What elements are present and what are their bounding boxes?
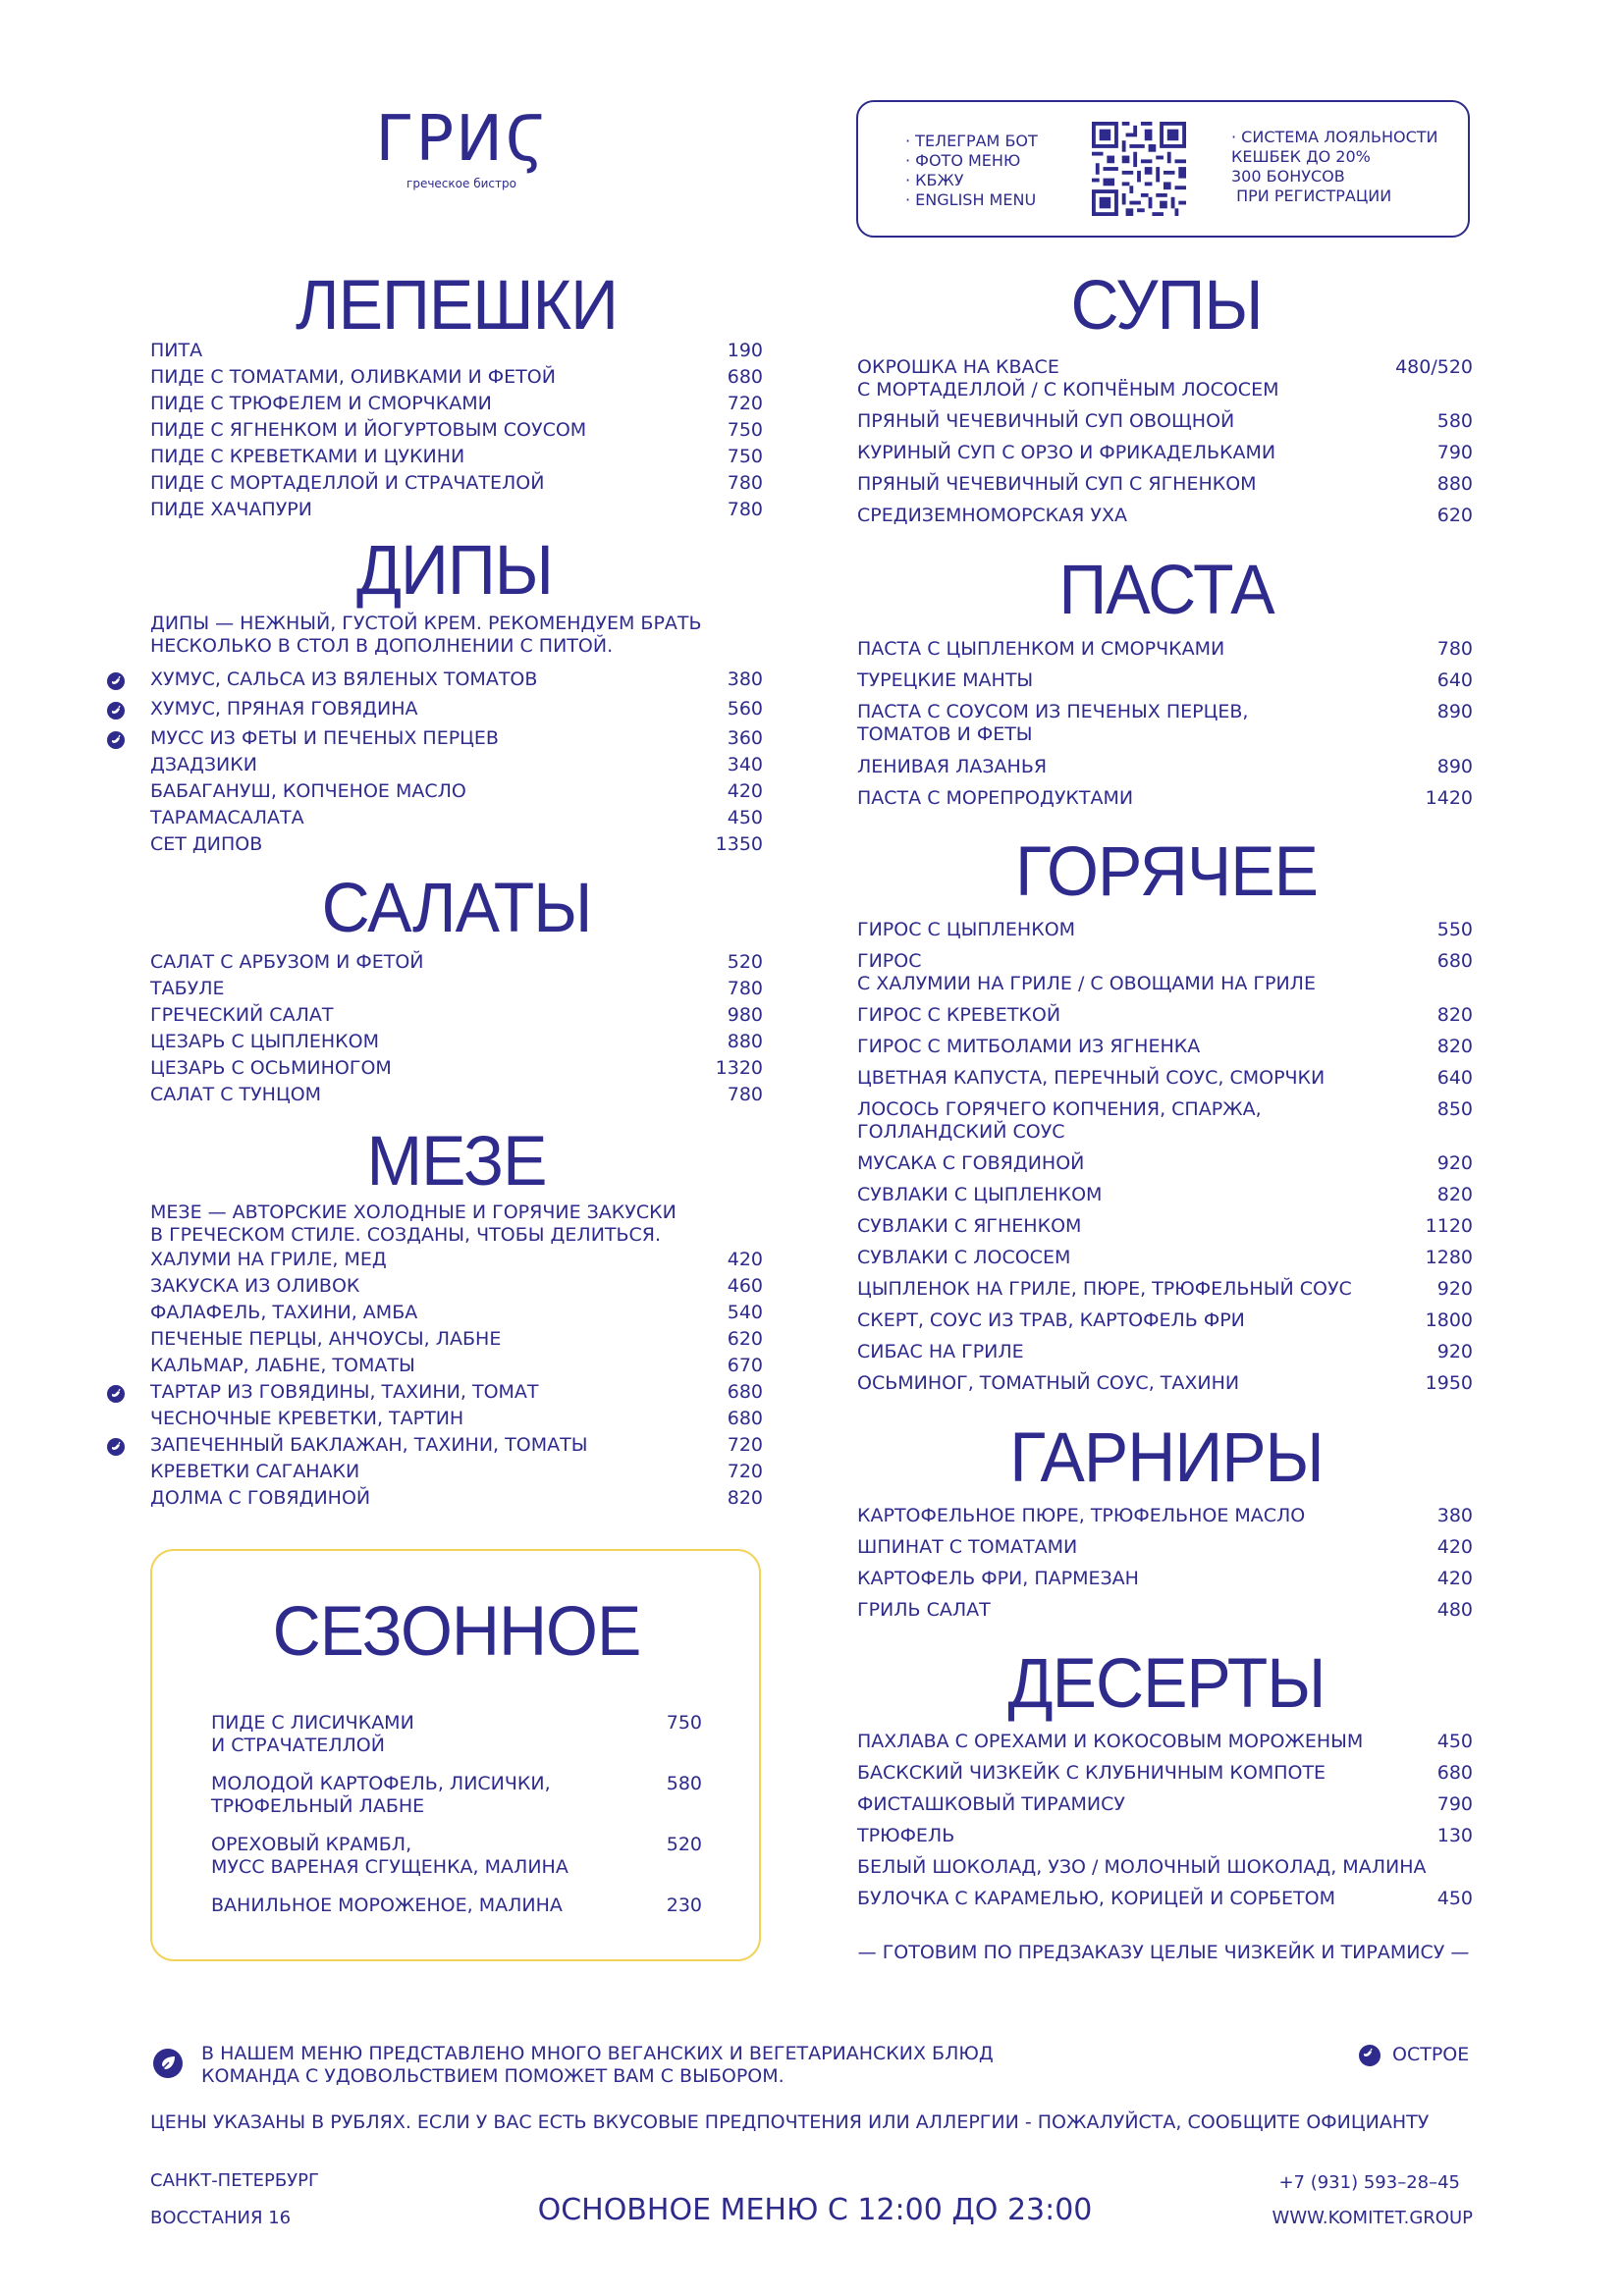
menu-item-price: 890: [1436, 701, 1473, 722]
spicy-icon: [107, 731, 125, 749]
menu-item-name: ПРЯНЫЙ ЧЕЧЕВИЧНЫЙ СУП С ЯГНЕНКОМ: [857, 473, 1257, 495]
menu-item-price: 480/520: [1395, 356, 1473, 378]
menu-item-name: ПИДЕ С ТОМАТАМИ, ОЛИВКАМИ И ФЕТОЙ: [150, 366, 556, 388]
menu-item-price: 820: [1436, 1184, 1473, 1205]
menu-item-price: 640: [1436, 1067, 1473, 1089]
menu-item-price: 750: [727, 446, 763, 467]
menu-item: [150, 807, 763, 830]
menu-item: [857, 1004, 1473, 1028]
menu-item: [857, 1215, 1473, 1239]
menu-item-price: 720: [727, 1461, 763, 1482]
section-title: СЕЗОННОЕ: [272, 1592, 641, 1671]
menu-item-price: 420: [727, 780, 763, 802]
menu-item: [150, 1004, 763, 1028]
menu-item: [857, 787, 1473, 811]
menu-item-name: СУВЛАКИ С ЛОСОСЕМ: [857, 1247, 1071, 1268]
menu-item: [150, 1275, 763, 1299]
feature-item: · ENGLISH MENU: [905, 190, 1037, 209]
spicy-icon: [107, 672, 125, 690]
section-title: САЛАТЫ: [321, 869, 592, 947]
menu-item-name: ГИРОС С ХАЛУМИИ НА ГРИЛЕ / С ОВОЩАМИ НА ГРИЛЕ: [857, 950, 1316, 994]
menu-item-price: 780: [727, 1084, 763, 1105]
menu-item: [150, 1381, 763, 1405]
menu-item-name: ЦЕЗАРЬ С ЦЫПЛЕНКОМ: [150, 1031, 379, 1052]
menu-item: [857, 669, 1473, 693]
menu-item-name: СУВЛАКИ С ЯГНЕНКОМ: [857, 1215, 1082, 1237]
menu-item-price: 230: [666, 1895, 702, 1916]
menu-item-price: 1350: [715, 833, 763, 855]
logo-subtitle: греческое бистро: [406, 177, 516, 190]
spicy-legend-label: ОСТРОЕ: [1392, 2044, 1470, 2065]
menu-item-name: КАРТОФЕЛЬ ФРИ, ПАРМЕЗАН: [857, 1568, 1139, 1589]
menu-item: [857, 1505, 1473, 1528]
menu-item: [150, 1057, 763, 1081]
menu-item: [857, 1372, 1473, 1396]
menu-item-name: ПАСТА С МОРЕПРОДУКТАМИ: [857, 787, 1134, 809]
logo-word: ГРИϚ: [375, 103, 548, 176]
menu-item-name: ЗАПЕЧЕННЫЙ БАКЛАЖАН, ТАХИНИ, ТОМАТЫ: [150, 1434, 588, 1456]
menu-item-name: КУРИНЫЙ СУП С ОРЗО И ФРИКАДЕЛЬКАМИ: [857, 442, 1276, 463]
preorder-note: — ГОТОВИМ ПО ПРЕДЗАКАЗУ ЦЕЛЫЕ ЧИЗКЕЙК И ТИРАМИСУ —: [857, 1942, 1470, 1963]
menu-item-name: КРЕВЕТКИ САГАНАКИ: [150, 1461, 360, 1482]
menu-item-price: 780: [727, 472, 763, 494]
menu-item-name: ПИТА: [150, 340, 203, 361]
menu-item: [150, 419, 763, 443]
section-title: ДЕСЕРТЫ: [1007, 1644, 1326, 1723]
menu-item: [857, 1309, 1473, 1333]
menu-item: [857, 1825, 1473, 1848]
menu-item-price: 670: [727, 1355, 763, 1376]
menu-item-name: ЦЫПЛЕНОК НА ГРИЛЕ, ПЮРЕ, ТРЮФЕЛЬНЫЙ СОУС: [857, 1278, 1352, 1300]
menu-item-price: 1280: [1425, 1247, 1473, 1268]
menu-item-name: ТУРЕЦКИЕ МАНТЫ: [857, 669, 1034, 691]
menu-item: [857, 1098, 1473, 1143]
menu-item: [857, 950, 1473, 994]
menu-item-name: ФИСТАШКОВЫЙ ТИРАМИСУ: [857, 1793, 1125, 1815]
menu-item: [150, 727, 763, 751]
menu-item-price: 620: [727, 1328, 763, 1350]
menu-item-price: 560: [727, 698, 763, 720]
spicy-icon: [107, 1385, 125, 1403]
menu-item-price: 680: [1436, 1762, 1473, 1784]
menu-item: [857, 701, 1473, 745]
menu-item-name: ПЕЧЕНЫЕ ПЕРЦЫ, АНЧОУСЫ, ЛАБНЕ: [150, 1328, 502, 1350]
menu-item-name: ХАЛУМИ НА ГРИЛЕ, МЕД: [150, 1249, 387, 1270]
menu-item-price: 520: [666, 1834, 702, 1855]
menu-item-price: 190: [727, 340, 763, 361]
menu-item: [857, 410, 1473, 434]
section-title: ДИПЫ: [356, 531, 553, 610]
menu-item: [857, 1599, 1473, 1623]
menu-item-price: 130: [1436, 1825, 1473, 1846]
menu-item-name: КАРТОФЕЛЬНОЕ ПЮРЕ, ТРЮФЕЛЬНОЕ МАСЛО: [857, 1505, 1306, 1526]
menu-item-name: ГРИЛЬ САЛАТ: [857, 1599, 991, 1621]
menu-item: [150, 668, 763, 692]
menu-item-name: ПАСТА С СОУСОМ ИЗ ПЕЧЕНЫХ ПЕРЦЕВ, ТОМАТОВ И ФЕТЫ: [857, 701, 1249, 745]
menu-item-price: 640: [1436, 669, 1473, 691]
menu-item-price: 780: [1436, 638, 1473, 660]
menu-item-name: ЛОСОСЬ ГОРЯЧЕГО КОПЧЕНИЯ, СПАРЖА, ГОЛЛАНДСКИЙ СОУС: [857, 1098, 1262, 1143]
address: ВОССТАНИЯ 16: [150, 2208, 292, 2228]
menu-item-name: СИБАС НА ГРИЛЕ: [857, 1341, 1024, 1362]
menu-item-price: 920: [1436, 1152, 1473, 1174]
menu-item-name: ОКРОШКА НА КВАСЕ С МОРТАДЕЛЛОЙ / С КОПЧЁНЫМ ЛОСОСЕМ: [857, 356, 1279, 400]
menu-item: [150, 978, 763, 1001]
menu-item-name: ПАСТА С ЦЫПЛЕНКОМ И СМОРЧКАМИ: [857, 638, 1225, 660]
menu-item-name: БУЛОЧКА С КАРАМЕЛЬЮ, КОРИЦЕЙ И СОРБЕТОМ: [857, 1888, 1336, 1909]
opening-hours: ОСНОВНОЕ МЕНЮ С 12:00 ДО 23:00: [537, 2193, 1093, 2227]
menu-item-price: 360: [727, 727, 763, 749]
menu-item-price: 680: [727, 366, 763, 388]
menu-item-name: ЧЕСНОЧНЫЕ КРЕВЕТКИ, ТАРТИН: [150, 1408, 464, 1429]
menu-item-name: МУСАКА С ГОВЯДИНОЙ: [857, 1152, 1085, 1174]
section-title: ПАСТА: [1058, 551, 1274, 629]
menu-item: [150, 1434, 763, 1458]
menu-item-price: 820: [727, 1487, 763, 1509]
feature-item: · ФОТО МЕНЮ: [905, 151, 1021, 170]
spicy-icon: [107, 702, 125, 720]
menu-item: [150, 833, 763, 857]
menu-item: [857, 1856, 1473, 1880]
menu-item-price: 450: [727, 807, 763, 828]
menu-item-name: ФАЛАФЕЛЬ, ТАХИНИ, АМБА: [150, 1302, 418, 1323]
menu-item: [857, 356, 1473, 400]
menu-item: [857, 1731, 1473, 1754]
menu-item-price: 880: [727, 1031, 763, 1052]
menu-item-name: САЛАТ С АРБУЗОМ И ФЕТОЙ: [150, 951, 424, 973]
spicy-legend-icon: [1359, 2045, 1380, 2066]
menu-item-price: 420: [727, 1249, 763, 1270]
menu-item: [857, 473, 1473, 497]
menu-item-name: ТАБУЛЕ: [150, 978, 225, 999]
menu-item-name: ЛЕНИВАЯ ЛАЗАНЬЯ: [857, 756, 1048, 777]
menu-item-name: СРЕДИЗЕМНОМОРСКАЯ УХА: [857, 505, 1127, 526]
loyalty-item: · СИСТЕМА ЛОЯЛЬНОСТИ: [1231, 128, 1438, 146]
menu-item-price: 450: [1436, 1731, 1473, 1752]
menu-item-name: ТАРАМАСАЛАТА: [150, 807, 304, 828]
menu-item: [857, 1184, 1473, 1207]
menu-item-name: БАБАГАНУШ, КОПЧЕНОЕ МАСЛО: [150, 780, 466, 802]
menu-item-name: ШПИНАТ С ТОМАТАМИ: [857, 1536, 1078, 1558]
menu-item-name: ЦЕЗАРЬ С ОСЬМИНОГОМ: [150, 1057, 392, 1079]
menu-item-name: МУСС ИЗ ФЕТЫ И ПЕЧЕНЫХ ПЕРЦЕВ: [150, 727, 499, 749]
menu-item-name: ХУМУС, САЛЬСА ИЗ ВЯЛЕНЫХ ТОМАТОВ: [150, 668, 538, 690]
menu-item-price: 680: [1436, 950, 1473, 972]
menu-item-name: ТРЮФЕЛЬ: [857, 1825, 955, 1846]
menu-item-price: 380: [727, 668, 763, 690]
menu-item: [857, 505, 1473, 528]
menu-item: [857, 1793, 1473, 1817]
menu-item: [857, 1036, 1473, 1059]
menu-item: [857, 919, 1473, 942]
menu-item-name: СЕТ ДИПОВ: [150, 833, 263, 855]
menu-item-name: БЕЛЫЙ ШОКОЛАД, УЗО / МОЛОЧНЫЙ ШОКОЛАД, МАЛИНА: [857, 1856, 1427, 1878]
menu-item-name: ПИДЕ С ТРЮФЕЛЕМ И СМОРЧКАМИ: [150, 393, 492, 414]
menu-item: [857, 1278, 1473, 1302]
menu-item-name: ДОЛМА С ГОВЯДИНОЙ: [150, 1487, 371, 1509]
menu-item: [211, 1834, 702, 1878]
menu-item-name: ПИДЕ С КРЕВЕТКАМИ И ЦУКИНИ: [150, 446, 465, 467]
menu-item-price: 540: [727, 1302, 763, 1323]
menu-item-name: БАСКСКИЙ ЧИЗКЕЙК С КЛУБНИЧНЫМ КОМПОТЕ: [857, 1762, 1326, 1784]
menu-item-price: 620: [1436, 505, 1473, 526]
menu-item-price: 580: [1436, 410, 1473, 432]
website-link[interactable]: WWW.KOMITET.GROUP: [1272, 2208, 1473, 2228]
menu-item-name: ПИДЕ С ЛИСИЧКАМИ И СТРАЧАТЕЛЛОЙ: [211, 1712, 414, 1756]
loyalty-item: 300 БОНУСОВ: [1231, 167, 1345, 186]
menu-item-price: 520: [727, 951, 763, 973]
menu-item-price: 680: [727, 1381, 763, 1403]
feature-item: · КБЖУ: [905, 171, 964, 189]
menu-item: [150, 499, 763, 522]
menu-item: [857, 1152, 1473, 1176]
menu-item: [857, 1762, 1473, 1786]
menu-item-price: 380: [1436, 1505, 1473, 1526]
logo: [363, 103, 560, 190]
loyalty-item: ПРИ РЕГИСТРАЦИИ: [1231, 187, 1392, 205]
menu-item-price: 920: [1436, 1341, 1473, 1362]
menu-item-name: ЗАКУСКА ИЗ ОЛИВОК: [150, 1275, 360, 1297]
spicy-icon: [107, 1438, 125, 1456]
menu-item-price: 1950: [1425, 1372, 1473, 1394]
menu-item-price: 480: [1436, 1599, 1473, 1621]
section-title: СУПЫ: [1070, 266, 1263, 345]
menu-item-price: 1120: [1425, 1215, 1473, 1237]
menu-item-name: ХУМУС, ПРЯНАЯ ГОВЯДИНА: [150, 698, 418, 720]
menu-item-name: СКЕРТ, СОУС ИЗ ТРАВ, КАРТОФЕЛЬ ФРИ: [857, 1309, 1245, 1331]
menu-item-name: ПИДЕ ХАЧАПУРИ: [150, 499, 312, 520]
qr-code-icon[interactable]: [1092, 122, 1186, 216]
menu-item-price: 680: [727, 1408, 763, 1429]
menu-item: [150, 754, 763, 777]
menu-item: [857, 1888, 1473, 1911]
menu-item-price: 340: [727, 754, 763, 775]
menu-item-price: 550: [1436, 919, 1473, 940]
section-note: ДИПЫ — НЕЖНЫЙ, ГУСТОЙ КРЕМ. РЕКОМЕНДУЕМ БРАТЬ НЕСКОЛЬКО В СТОЛ В ДОПОЛНЕНИИ С ПИТОЙ.: [150, 613, 702, 657]
menu-item-price: 780: [727, 499, 763, 520]
menu-item-name: ДЗАДЗИКИ: [150, 754, 257, 775]
menu-item: [150, 1487, 763, 1511]
menu-item: [857, 756, 1473, 779]
menu-item: [150, 1355, 763, 1378]
menu-item-name: САЛАТ С ТУНЦОМ: [150, 1084, 322, 1105]
menu-item-price: 750: [727, 419, 763, 441]
menu-item: [150, 1328, 763, 1352]
menu-item: [211, 1712, 702, 1756]
menu-item-price: 750: [666, 1712, 702, 1734]
features-list: [905, 132, 1038, 210]
menu-item-price: 780: [727, 978, 763, 999]
menu-item-price: 1320: [715, 1057, 763, 1079]
menu-item-price: 460: [727, 1275, 763, 1297]
menu-item-price: 920: [1436, 1278, 1473, 1300]
menu-item-name: ЦВЕТНАЯ КАПУСТА, ПЕРЕЧНЫЙ СОУС, СМОРЧКИ: [857, 1067, 1326, 1089]
menu-item-price: 820: [1436, 1036, 1473, 1057]
menu-item: [150, 951, 763, 975]
menu-item-price: 790: [1436, 442, 1473, 463]
menu-item: [211, 1895, 702, 1918]
menu-item-price: 790: [1436, 1793, 1473, 1815]
feature-item: · ТЕЛЕГРАМ БОТ: [905, 132, 1038, 150]
section-title: ЛЕПЕШКИ: [295, 266, 619, 345]
menu-item-name: ПИДЕ С МОРТАДЕЛЛОЙ И СТРАЧАТЕЛОЙ: [150, 472, 545, 494]
menu-item: [857, 1067, 1473, 1091]
section-note: МЕЗЕ — АВТОРСКИЕ ХОЛОДНЫЕ И ГОРЯЧИЕ ЗАКУСКИ В ГРЕЧЕСКОМ СТИЛЕ. СОЗДАНЫ, ЧТОБЫ ДЕЛИТЬСЯ.: [150, 1201, 677, 1246]
menu-item: [150, 1084, 763, 1107]
menu-item: [857, 442, 1473, 465]
menu-item-name: ТАРТАР ИЗ ГОВЯДИНЫ, ТАХИНИ, ТОМАТ: [150, 1381, 539, 1403]
menu-item-name: МОЛОДОЙ КАРТОФЕЛЬ, ЛИСИЧКИ, ТРЮФЕЛЬНЫЙ ЛАБНЕ: [211, 1773, 551, 1817]
menu-item: [150, 340, 763, 363]
menu-item-name: ПРЯНЫЙ ЧЕЧЕВИЧНЫЙ СУП ОВОЩНОЙ: [857, 410, 1235, 432]
menu-item-name: ГИРОС С КРЕВЕТКОЙ: [857, 1004, 1061, 1026]
menu-item: [150, 780, 763, 804]
info-box: [856, 100, 1470, 238]
section-title: ГОРЯЧЕЕ: [1015, 832, 1318, 911]
menu-item-price: 1420: [1425, 787, 1473, 809]
menu-item: [150, 1461, 763, 1484]
menu-item: [150, 393, 763, 416]
menu-item: [150, 1408, 763, 1431]
vegan-note: В НАШЕМ МЕНЮ ПРЕДСТАВЛЕНО МНОГО ВЕГАНСКИХ И ВЕГЕТАРИАНСКИХ БЛЮД КОМАНДА С УДОВОЛЬСТВИЕМ ПОМОЖЕТ ВАМ С ВЫБОРОМ.: [201, 2043, 994, 2087]
section-title: МЕЗЕ: [366, 1122, 547, 1201]
menu-item-name: ОРЕХОВЫЙ КРАМБЛ, МУСС ВАРЕНАЯ СГУЩЕНКА, МАЛИНА: [211, 1834, 568, 1878]
city: САНКТ-ПЕТЕРБУРГ: [150, 2170, 319, 2191]
loyalty-list: [1231, 128, 1438, 206]
menu-item-name: ГИРОС С МИТБОЛАМИ ИЗ ЯГНЕНКА: [857, 1036, 1201, 1057]
menu-item: [150, 1249, 763, 1272]
menu-item-name: ГИРОС С ЦЫПЛЕНКОМ: [857, 919, 1076, 940]
menu-item-price: 450: [1436, 1888, 1473, 1909]
vegan-leaf-icon: [153, 2049, 183, 2078]
menu-item: [857, 638, 1473, 662]
menu-item: [150, 698, 763, 721]
menu-item: [211, 1773, 702, 1817]
menu-item-price: 420: [1436, 1536, 1473, 1558]
menu-item-name: ВАНИЛЬНОЕ МОРОЖЕНОЕ, МАЛИНА: [211, 1895, 563, 1916]
menu-item-name: СУВЛАКИ С ЦЫПЛЕНКОМ: [857, 1184, 1103, 1205]
menu-item: [857, 1536, 1473, 1560]
menu-item-price: 720: [727, 1434, 763, 1456]
menu-item: [150, 1302, 763, 1325]
menu-item-price: 850: [1436, 1098, 1473, 1120]
menu-item-name: ПИДЕ С ЯГНЕНКОМ И ЙОГУРТОВЫМ СОУСОМ: [150, 419, 587, 441]
menu-item: [150, 472, 763, 496]
menu-item: [857, 1341, 1473, 1364]
menu-item-price: 980: [727, 1004, 763, 1026]
menu-item-price: 580: [666, 1773, 702, 1794]
menu-item: [150, 446, 763, 469]
menu-item: [150, 366, 763, 390]
menu-item: [150, 1031, 763, 1054]
menu-item: [857, 1568, 1473, 1591]
menu-item-name: КАЛЬМАР, ЛАБНЕ, ТОМАТЫ: [150, 1355, 415, 1376]
loyalty-item: КЕШБЕК ДО 20%: [1231, 147, 1371, 166]
section-title: ГАРНИРЫ: [1009, 1418, 1324, 1497]
prices-note: ЦЕНЫ УКАЗАНЫ В РУБЛЯХ. ЕСЛИ У ВАС ЕСТЬ ВКУСОВЫЕ ПРЕДПОЧТЕНИЯ ИЛИ АЛЛЕРГИИ - ПОЖАЛУЙСТА, СООБЩИТЕ ОФИЦИАНТУ: [150, 2111, 1430, 2133]
menu-item-name: ПАХЛАВА С ОРЕХАМИ И КОКОСОВЫМ МОРОЖЕНЫМ: [857, 1731, 1364, 1752]
menu-item-price: 890: [1436, 756, 1473, 777]
menu-item: [857, 1247, 1473, 1270]
menu-item-price: 880: [1436, 473, 1473, 495]
menu-item-price: 720: [727, 393, 763, 414]
phone[interactable]: +7 (931) 593–28–45: [1278, 2172, 1460, 2193]
menu-item-price: 1800: [1425, 1309, 1473, 1331]
menu-item-price: 820: [1436, 1004, 1473, 1026]
menu-item-name: ОСЬМИНОГ, ТОМАТНЫЙ СОУС, ТАХИНИ: [857, 1372, 1240, 1394]
menu-item-name: ГРЕЧЕСКИЙ САЛАТ: [150, 1004, 334, 1026]
menu-item-price: 420: [1436, 1568, 1473, 1589]
